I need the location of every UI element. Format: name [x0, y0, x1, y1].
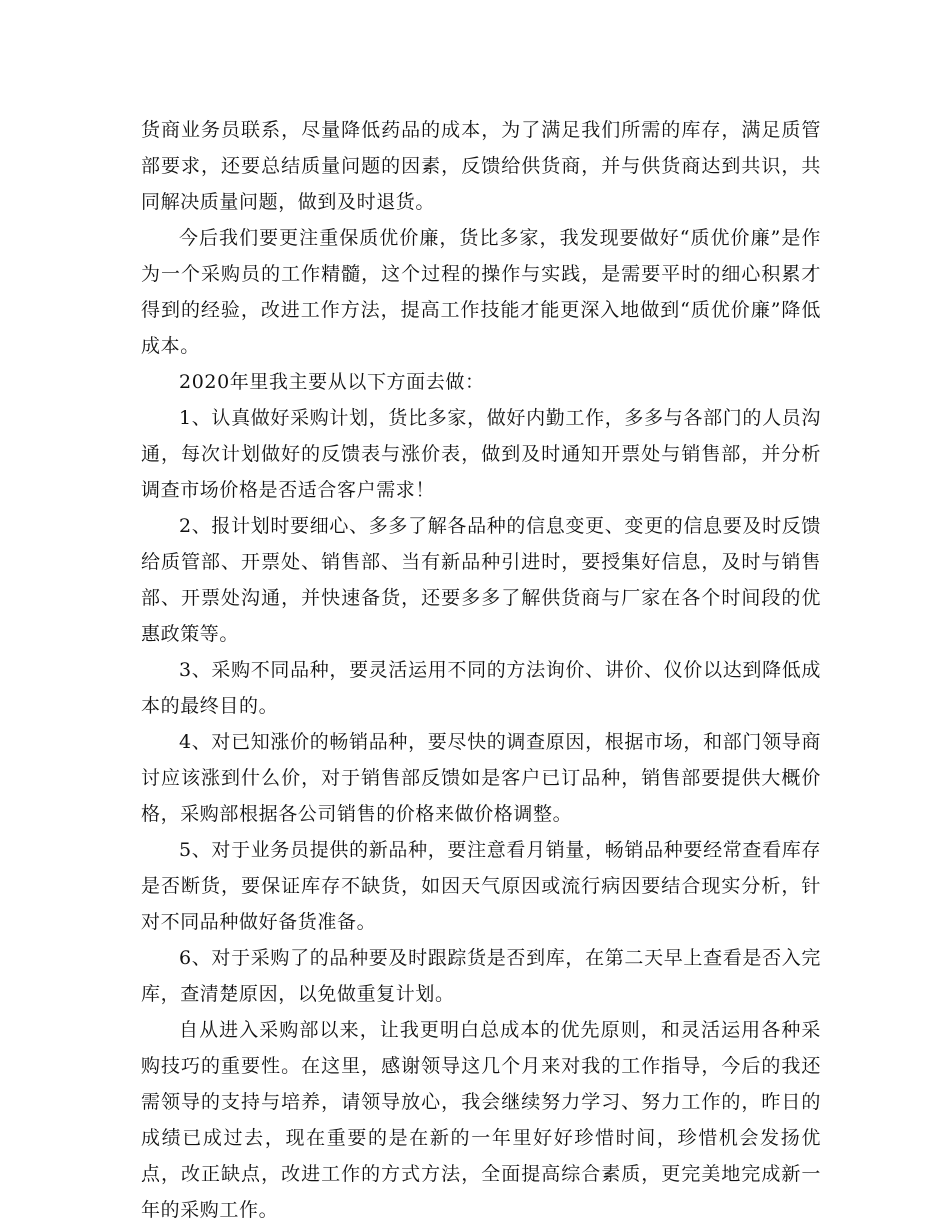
- paragraph-item-6: 6、对于采购了的品种要及时跟踪货是否到库，在第二天早上查看是否入完库，查清楚原因，以免做重复计划。: [141, 947, 821, 1005]
- paragraph-continuation: 货商业务员联系，尽量降低药品的成本，为了满足我们所需的库存，满足质管部要求，还要总结质量问题的因素，反馈给供货商，并与供货商达到共识，共同解决质量问题，做到及时退货。: [141, 119, 821, 213]
- paragraph-item-4: 4、对已知涨价的畅销品种，要尽快的调查原因，根据市场，和部门领导商讨应该涨到什么价，对于销售部反馈如是客户已订品种，销售部要提供大概价格，采购部根据各公司销售的价格来做价格调整。: [141, 731, 821, 825]
- paragraph-item-1: 1、认真做好采购计划，货比多家，做好内勤工作，多多与各部门的人员沟通，每次计划做好的反馈表与涨价表，做到及时通知开票处与销售部，并分析调查市场价格是否适合客户需求！: [141, 407, 821, 501]
- paragraph-conclusion: 自从进入采购部以来，让我更明白总成本的优先原则，和灵活运用各种采购技巧的重要性。在这里，感谢领导这几个月来对我的工作指导，今后的我还需领导的支持与培养，请领导放心，我会继续努力学习、努力工作的，昨日的成绩已成过去，现在重要的是在新的一年里好好珍惜时间，珍惜机会发扬优点，改正缺点，改进工作的方式方法，全面提高综合素质，更完美地完成新一年的采购工作。: [141, 1019, 821, 1221]
- paragraph-item-5: 5、对于业务员提供的新品种，要注意看月销量，畅销品种要经常查看库存是否断货，要保证库存不缺货，如因天气原因或流行病因要结合现实分析，针对不同品种做好备货准备。: [141, 839, 821, 933]
- paragraph-item-2: 2、报计划时要细心、多多了解各品种的信息变更、变更的信息要及时反馈给质管部、开票处、销售部、当有新品种引进时，要授集好信息，及时与销售部、开票处沟通，并快速备货，还要多多了解供货商与厂家在各个时间段的优惠政策等。: [141, 515, 821, 645]
- paragraph-plan-intro: 2020年里我主要从以下方面去做：: [179, 371, 485, 393]
- paragraph-item-3: 3、采购不同品种，要灵活运用不同的方法询价、讲价、仪价以达到降低成本的最终目的。: [141, 659, 821, 717]
- document-body: [141, 112, 821, 1228]
- paragraph-quality-price: 今后我们要更注重保质优价廉，货比多家，我发现要做好“质优价廉”是作为一个采购员的工作精髓，这个过程的操作与实践，是需要平时的细心积累才得到的经验，改进工作方法，提高工作技能才能更深入地做到“质优价廉”降低成本。: [141, 227, 821, 357]
